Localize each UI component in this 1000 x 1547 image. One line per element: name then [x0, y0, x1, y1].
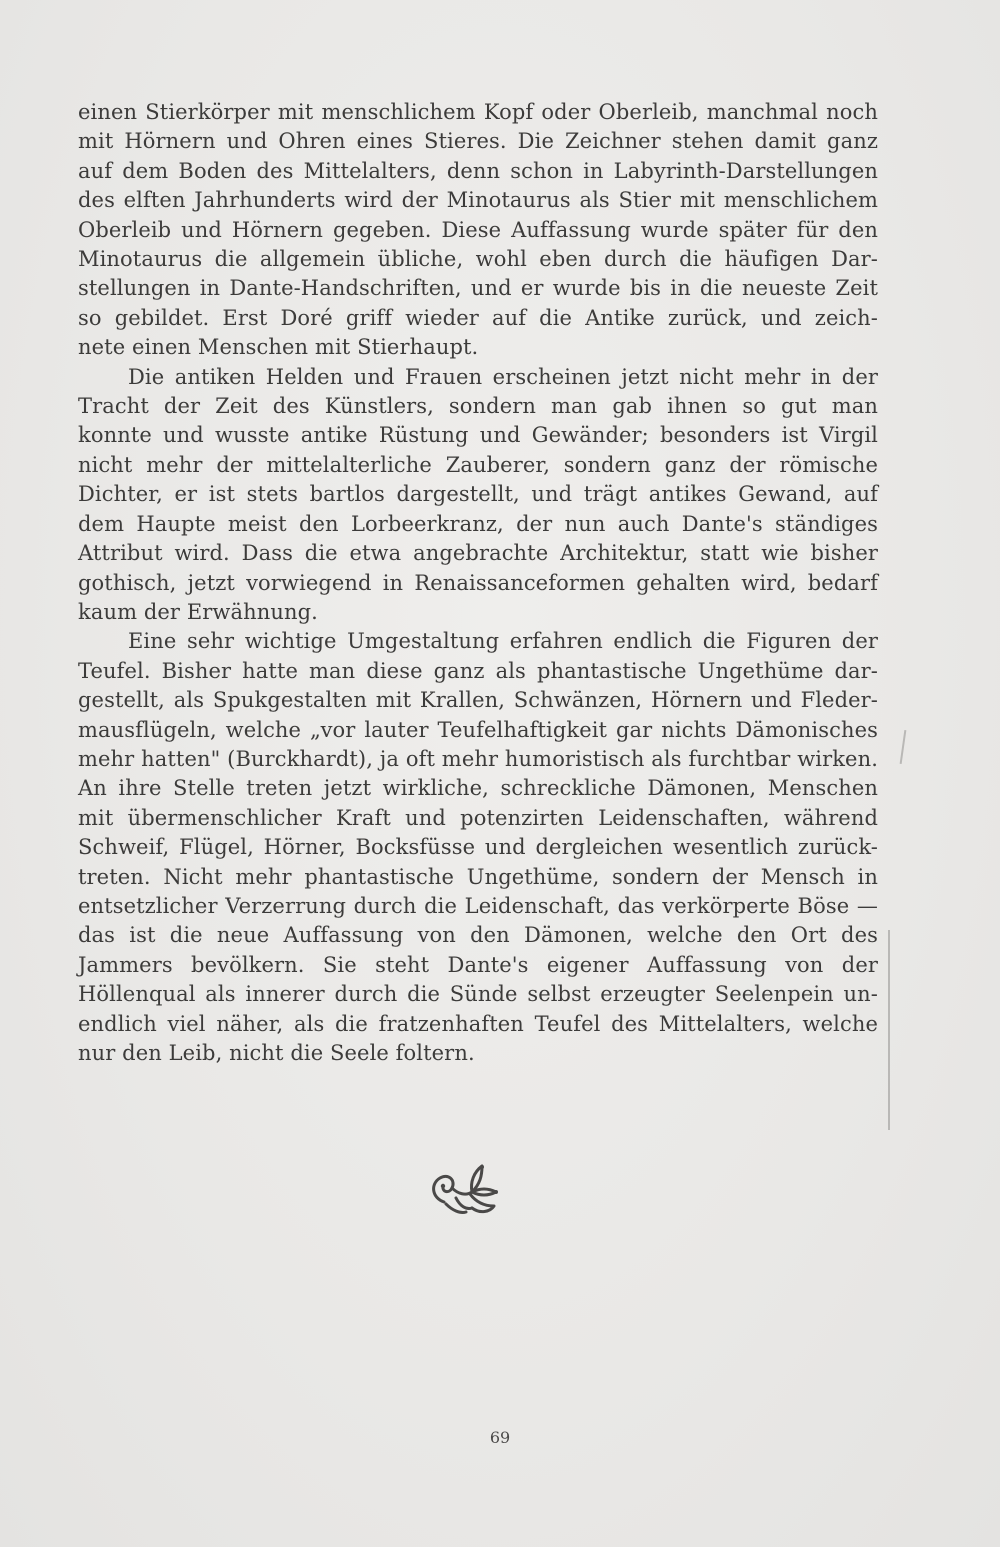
text-line: mausflügeln, welche „vor lauter Teufelhaftigkeit gar nichts Dämonisches — [78, 717, 878, 742]
text-line: Minotaurus die allgemein übliche, wohl eben durch die häufigen Dar- — [78, 247, 878, 272]
text-line: nete einen Menschen mit Stierhaupt. — [78, 335, 479, 360]
floral-vignette-icon — [426, 1158, 506, 1218]
text-line: Jammers bevölkern. Sie steht Dante's eigener Auffassung von der — [78, 952, 878, 977]
text-line: mit Hörnern und Ohren eines Stieres. Die Zeichner stehen damit ganz — [78, 129, 878, 154]
paragraph — [78, 627, 878, 1068]
text-line: Dichter, er ist stets bartlos dargestellt, und trägt antikes Gewand, auf — [78, 482, 878, 507]
text-line: Tracht der Zeit des Künstlers, sondern man gab ihnen so gut man — [78, 394, 878, 419]
margin-pencil-mark — [900, 730, 907, 764]
text-line: dem Haupte meist den Lorbeerkranz, der nun auch Dante's ständiges — [78, 511, 878, 536]
body-text — [78, 98, 878, 1068]
text-line: Schweif, Flügel, Hörner, Bocksfüsse und dergleichen wesentlich zurück- — [78, 835, 878, 860]
text-line: konnte und wusste antike Rüstung und Gewänder; besonders ist Virgil — [78, 423, 878, 448]
text-line: so gebildet. Erst Doré griff wieder auf die Antike zurück, und zeich- — [78, 305, 878, 330]
text-line: An ihre Stelle treten jetzt wirkliche, schreckliche Dämonen, Menschen — [78, 776, 878, 801]
text-line: gestellt, als Spukgestalten mit Krallen, Schwänzen, Hörnern und Fleder- — [78, 688, 878, 713]
text-line: Attribut wird. Dass die etwa angebrachte Architektur, statt wie bisher — [78, 541, 878, 566]
text-line: Höllenqual als innerer durch die Sünde selbst erzeugter Seelenpein un- — [78, 982, 878, 1007]
margin-pencil-mark — [888, 930, 890, 1130]
text-line: Oberleib und Hörnern gegeben. Diese Auffassung wurde später für den — [78, 217, 878, 242]
text-line: treten. Nicht mehr phantastische Ungethüme, sondern der Mensch in — [78, 864, 878, 889]
text-line: des elften Jahrhunderts wird der Minotaurus als Stier mit menschlichem — [78, 188, 878, 213]
text-line: nur den Leib, nicht die Seele foltern. — [78, 1041, 475, 1065]
page-number: 69 — [489, 1428, 511, 1447]
paragraph — [78, 363, 878, 628]
text-line: endlich viel näher, als die fratzenhaften Teufel des Mittelalters, welche — [78, 1011, 878, 1036]
text-line: auf dem Boden des Mittelalters, denn schon in Labyrinth-Darstellungen — [78, 158, 878, 183]
text-line: einen Stierkörper mit menschlichem Kopf oder Oberleib, manchmal noch — [78, 100, 878, 124]
paragraph — [78, 98, 878, 363]
text-line: das ist die neue Auffassung von den Dämonen, welche den Ort des — [78, 923, 878, 948]
text-line: entsetzlicher Verzerrung durch die Leidenschaft, das verkörperte Böse — — [78, 893, 878, 918]
text-line: kaum der Erwähnung. — [78, 599, 318, 624]
text-line: Eine sehr wichtige Umgestaltung erfahren endlich die Figuren der — [128, 629, 878, 654]
text-line: gothisch, jetzt vorwiegend in Renaissanceformen gehalten wird, bedarf — [78, 570, 878, 595]
text-line: mehr hatten" (Burckhardt), ja oft mehr humoristisch als furchtbar wirken. — [78, 746, 878, 771]
text-line: Die antiken Helden und Frauen erscheinen jetzt nicht mehr in der — [128, 364, 878, 389]
text-line: mit übermenschlicher Kraft und potenzirten Leidenschaften, während — [78, 805, 878, 830]
text-line: nicht mehr der mittelalterliche Zauberer, sondern ganz der römische — [78, 452, 878, 477]
text-line: stellungen in Dante-Handschriften, und er wurde bis in die neueste Zeit — [78, 276, 878, 301]
text-line: Teufel. Bisher hatte man diese ganz als phantastische Ungethüme dar- — [78, 658, 878, 683]
